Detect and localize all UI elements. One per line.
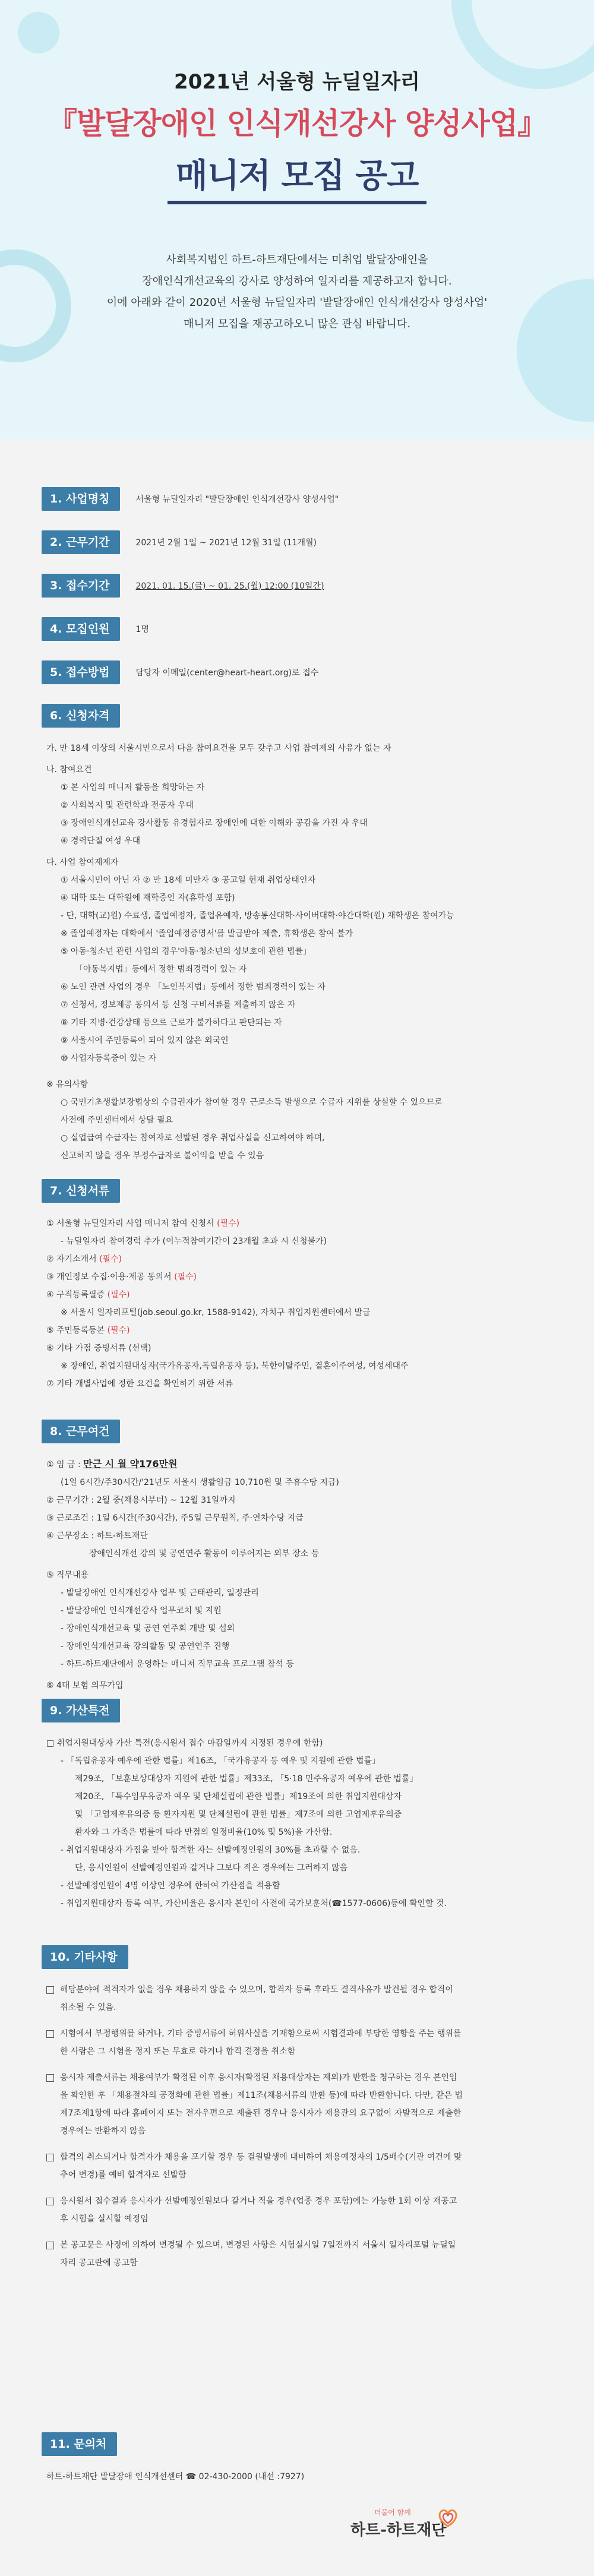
section-eligibility xyxy=(42,704,552,1165)
doc-item: ⑥ 기타 가점 증빙서류 (선택) xyxy=(46,1344,151,1353)
text-line: ⑩ 사업자등록증이 있는 자 xyxy=(61,1054,157,1063)
doc-item: ② 자기소개서 xyxy=(46,1254,100,1264)
note-item: 해당분야에 적격자가 없을 경우 채용하지 않을 수 있으며, 합격자 등록 후라도 결격사유가 발견될 경우 합격이 취소될 수 있음. xyxy=(60,1985,453,2012)
foundation-logo xyxy=(350,2504,469,2551)
hero-banner xyxy=(0,0,594,440)
text-line: - 발달장애인 인식개선강사 업무코치 및 지원 xyxy=(61,1606,222,1616)
section-value: 서울형 뉴딜일자리 "발달장애인 인식개선강사 양성사업" xyxy=(135,495,339,504)
checkbox-bullet-icon xyxy=(46,2030,54,2038)
section-content xyxy=(42,2468,552,2486)
checkbox-bullet-icon xyxy=(46,1986,54,1994)
text-line: 「아동복지법」등에서 정한 범죄경력이 있는 자 xyxy=(75,965,247,974)
text-line: ※ 졸업예정자는 대학에서 '졸업예정증명서'를 발급받아 제출, 휴학생은 참여 불가 xyxy=(61,929,353,938)
section-required-documents xyxy=(42,1179,552,1393)
section-badge: 4. 모집인원 xyxy=(42,617,120,641)
logo-name: 하트-하트재단 xyxy=(350,2521,447,2539)
section-content xyxy=(42,1981,552,2272)
section-bonus-points xyxy=(42,1699,552,1913)
text-line: - 취업지원대상자 등록 여부, 가산비율은 응시자 본인이 사전에 국가보훈처(☎1577-0606)등에 확인할 것. xyxy=(61,1899,447,1908)
decor-donut-left xyxy=(0,249,71,362)
text-line: ⑨ 서울시에 주민등록이 되어 있지 않은 외국인 xyxy=(61,1036,229,1045)
wage-value: 만근 시 월 약176만원 xyxy=(83,1458,178,1469)
checkbox-bullet-icon xyxy=(46,2198,54,2205)
text-line: 제29조, 「보훈보상대상자 지원에 관한 법률」제33조, 「5·18 민주유공자 예우에 관한 법률」 xyxy=(75,1774,418,1784)
section-content xyxy=(42,1734,552,1913)
doc-item: - 뉴딜일자리 참여경력 추가 (이누적참여기간이 23개월 초과 시 신청불가) xyxy=(61,1237,327,1246)
required-tag: (필수) xyxy=(107,1290,130,1300)
required-tag: (필수) xyxy=(99,1254,122,1264)
section-badge: 3. 접수기간 xyxy=(42,574,120,598)
text-line: ② 근무기간 : 2월 중(채용시부터) ~ 12월 31일까지 xyxy=(46,1496,236,1505)
checkbox-bullet-icon xyxy=(46,2154,54,2161)
text-line: ⑦ 신청서, 정보제공 동의서 등 신청 구비서류를 제출하지 않은 자 xyxy=(61,1000,296,1010)
checkbox-bullet-icon xyxy=(46,2074,54,2082)
text-line: 다. 사업 참여제제자 xyxy=(46,858,119,867)
doc-item: ③ 개인정보 수집·이용·제공 동의서 xyxy=(46,1272,175,1282)
text-line: - 단, 대학(교)원) 수료생, 졸업예정자, 졸업유예자, 방송통신대학·사이버대학·야간대학(원) 재학생은 참여가능 xyxy=(61,911,454,921)
text-line: ⑤ 아동·청소년 관련 사업의 경우'아동·청소년의 성보호에 관한 법률」 xyxy=(61,947,312,956)
section-badge: 11. 문의처 xyxy=(42,2432,117,2456)
section-content xyxy=(42,739,552,1165)
section-badge: 5. 접수방법 xyxy=(42,660,120,684)
note-item: 합격의 취소되거나 합격자가 채용을 포기할 경우 등 결원발생에 대비하여 채용예정자의 1/5배수(기관 여건에 맞추어 변경)를 예비 합격자로 선발함 xyxy=(60,2153,462,2180)
hero-project-title: 『발달장애인 인식개선강사 양성사업』 xyxy=(47,106,547,141)
section-content xyxy=(42,1455,552,1695)
doc-item: ④ 구직등록필증 xyxy=(46,1290,108,1300)
logo-tagline: 더불어 함께 xyxy=(374,2508,411,2517)
logo-heart-mark-icon xyxy=(434,2504,462,2532)
note-item: 시험에서 부정행위를 하거나, 기타 증빙서류에 허위사실을 기재함으로써 시험결과에 부당한 영향을 주는 행위를 한 사람은 그 시험을 정지 또는 무효로 하거나 합격 결정을 취소함 xyxy=(60,2029,462,2056)
note-item: 본 공고문은 사정에 의하여 변경될 수 있으며, 변경된 사항은 시험실시일 7일전까지 서울시 일자리포털 뉴딜일자리 공고란에 공고함 xyxy=(60,2240,456,2268)
text-line: ⑧ 기타 지병·건강상태 등으로 근로가 불가하다고 판단되는 자 xyxy=(61,1018,282,1028)
section-work-period xyxy=(42,530,552,554)
text-line: □ 취업지원대상자 가산 특전(응시원서 접수 마감일까지 지정된 경우에 한함) xyxy=(46,1739,323,1748)
doc-item: ⑤ 주민등록등본 xyxy=(46,1326,108,1335)
text-line: 단, 응시인원이 선발예정인원과 같거나 그보다 적은 경우에는 그러하지 않음 xyxy=(75,1863,348,1873)
section-contact xyxy=(42,2432,552,2486)
text-line: 사전에 주민센터에서 상담 필요 xyxy=(61,1115,173,1125)
required-tag: (필수) xyxy=(217,1219,240,1228)
text-line: 장애인식개선 강의 및 공연연주 활동이 이루어지는 외부 장소 등 xyxy=(89,1549,320,1559)
text-line: ○ 실업급여 수급자는 참여자로 선발된 경우 취업사실을 신고하여야 하며, xyxy=(61,1133,325,1143)
checkbox-bullet-icon xyxy=(46,2242,54,2249)
text-line: ⑥ 노인 관련 사업의 경우 「노인복지법」등에서 정한 범죄경력이 있는 자 xyxy=(61,982,326,992)
note-item: 응시자 제출서류는 채용여부가 확정된 이후 응시자(확정된 채용대상자는 제외)가 반환을 청구하는 경우 본인임을 확인한 후 「채용절차의 공정화에 관한 법률」제11조(채용서류의 반환 등)에 따라 반환합니다. 다만, 같은 법 제7조제1항에 따라 홈페이지 또는 전자우편으로 제출된 경우나 응시자가 재용관의 요구없이 자발적으로 제출한 경우에는 반환하지 않음 xyxy=(60,2073,463,2136)
required-tag: (필수) xyxy=(174,1272,197,1282)
decor-circle-bottom-right xyxy=(517,279,594,422)
text-line: ④ 경력단절 여성 우대 xyxy=(61,836,141,846)
intro-line: 매니저 모집을 재공고하오니 많은 관심 바랍니다. xyxy=(183,318,411,330)
text-line: ④ 대학 또는 대학원에 재학중인 자(휴학생 포함) xyxy=(61,893,235,903)
text-line: - 취업지원대상자 가점을 받아 합격한 자는 선발예정인원의 30%를 초과할 수 없음. xyxy=(61,1845,361,1855)
hero-intro-text xyxy=(95,249,499,335)
section-badge: 8. 근무여건 xyxy=(42,1420,120,1443)
contact-text: 하트-하트재단 발달장애 인식개선센터 ☎ 02-430-2000 (내선 :7927) xyxy=(46,2472,305,2482)
section-value: 2021년 2월 1일 ~ 2021년 12월 31일 (11개월) xyxy=(135,538,317,548)
text-line: 가. 만 18세 이상의 서울시민으로서 다음 참여요건을 모두 갖추고 사업 참여제외 사유가 없는 자 xyxy=(46,744,391,753)
section-application-period xyxy=(42,574,552,598)
text-line: ① 서울시민이 아닌 자 ② 만 18세 미만자 ③ 공고일 현재 취업상태인자 xyxy=(61,875,315,885)
text-line: - 장애인식개선교육 및 공연 연주회 개발 및 섭외 xyxy=(61,1624,235,1633)
section-badge: 9. 가산특전 xyxy=(42,1699,120,1722)
text-line: - 하트-하트재단에서 운영하는 매니저 직무교육 프로그램 참석 등 xyxy=(61,1660,294,1669)
section-value: 2021. 01. 15.(금) ~ 01. 25.(월) 12:00 (10일간) xyxy=(135,581,324,591)
section-recruit-count xyxy=(42,617,552,641)
decor-circle-top-left xyxy=(18,12,59,53)
text-line: ⑤ 직무내용 xyxy=(46,1570,89,1580)
text-line: 신고하지 않을 경우 부정수급자로 불이익을 받을 수 있음 xyxy=(61,1151,264,1161)
text-line: ② 사회복지 및 관련학과 전공자 우대 xyxy=(61,801,194,810)
doc-item: ⑦ 기타 개별사업에 정한 요건을 확인하기 위한 서류 xyxy=(46,1379,233,1389)
text-line: - 발달장애인 인식개선강사 업무 및 근태관리, 일정관리 xyxy=(61,1588,259,1598)
intro-line: 장애인식개선교육의 강사로 양성하여 일자리를 제공하고자 합니다. xyxy=(142,275,452,287)
section-project-name xyxy=(42,487,552,511)
section-badge: 7. 신청서류 xyxy=(42,1179,120,1203)
text-line: ③ 근로조건 : 1일 6시간(주30시간), 주5일 근무원칙, 주·연차수당 지급 xyxy=(46,1513,304,1523)
text-line: - 「독립유공자 예우에 관한 법률」제16조, 「국가유공자 등 예우 및 지원에 관한 법률」 xyxy=(61,1756,380,1766)
section-other-notes xyxy=(42,1945,552,2272)
text-line: (1일 6시간/주30시간/'21년도 서울시 생활임금 10,710원 및 주휴수당 지급) xyxy=(61,1478,339,1487)
text-line: - 장애인식개선교육 강의활동 및 공연연주 진행 xyxy=(61,1642,230,1651)
section-badge: 1. 사업명칭 xyxy=(42,487,120,511)
text-line: ① 본 사업의 매니저 활동을 희망하는 자 xyxy=(61,783,205,792)
hero-main-title-wrap xyxy=(0,150,594,204)
note-item: 응시원서 접수결과 응시자가 선발예정인원보다 같거나 적을 경우(업종 경우 포함)에는 가능한 1회 이상 재공고 후 시험을 실시할 예정임 xyxy=(60,2196,457,2224)
text-line: 나. 참여요건 xyxy=(46,765,92,775)
doc-item: ※ 서울시 일자리포털(job.seoul.go.kr, 1588-9142), 자치구 취업지원센터에서 발급 xyxy=(61,1308,371,1317)
section-badge: 2. 근무기간 xyxy=(42,530,120,554)
wage-label: ① 임 금 : xyxy=(46,1460,84,1469)
section-badge: 6. 신청자격 xyxy=(42,704,120,728)
text-line: ※ 유의사항 xyxy=(46,1080,89,1089)
doc-item: ① 서울형 뉴딜일자리 사업 매니저 참여 신청서 xyxy=(46,1219,217,1228)
text-line: 환자와 그 가족은 법률에 따라 만점의 일정비율(10% 및 5%)을 가산함. xyxy=(75,1828,333,1837)
section-badge: 10. 기타사항 xyxy=(42,1945,128,1969)
required-tag: (필수) xyxy=(107,1326,130,1335)
text-line: 및 「고엽제후유의증 등 환자지원 및 단체설립에 관한 법률」제7조에 의한 고엽제후유의증 xyxy=(75,1810,402,1819)
doc-item: ※ 장애인, 취업지원대상자(국가유공자,독립유공자 등), 북한이탈주민, 결혼이주여성, 여성세대주 xyxy=(61,1361,409,1371)
text-line: ④ 근무장소 : 하트-하트재단 xyxy=(46,1531,148,1541)
section-content xyxy=(42,1215,552,1393)
text-line: - 선발예정인원이 4명 이상인 경우에 한하여 가산점을 적용함 xyxy=(61,1881,280,1891)
text-line: ⑥ 4대 보험 의무가입 xyxy=(46,1681,124,1690)
section-value: 1명 xyxy=(135,625,149,634)
intro-line: 이에 아래와 같이 2020년 서울형 뉴딜일자리 '발달장애인 인식개선강사 양성사업' xyxy=(106,296,488,309)
text-line: 제20조, 「특수임무유공자 예우 및 단체설립에 관한 법률」제19조에 의한 취업지원대상자 xyxy=(75,1792,402,1801)
hero-subtitle: 2021년 서울형 뉴딜일자리 xyxy=(174,70,420,94)
section-working-conditions xyxy=(42,1420,552,1695)
section-application-method xyxy=(42,660,552,684)
text-line: ○ 국민기초생활보장법상의 수급권자가 참여할 경우 근로소득 발생으로 수급자 지위를 상실할 수 있으므로 xyxy=(61,1098,443,1107)
intro-line: 사회복지법인 하트-하트재단에서는 미취업 발달장애인을 xyxy=(166,254,428,266)
text-line: ③ 장애인식개선교육 강사활동 유경험자로 장애인에 대한 이해와 공감을 가진 자 우대 xyxy=(61,818,368,828)
section-value: 담당자 이메일(center@heart-heart.org)로 접수 xyxy=(135,668,319,678)
hero-main-title: 매니저 모집 공고 xyxy=(168,150,427,204)
